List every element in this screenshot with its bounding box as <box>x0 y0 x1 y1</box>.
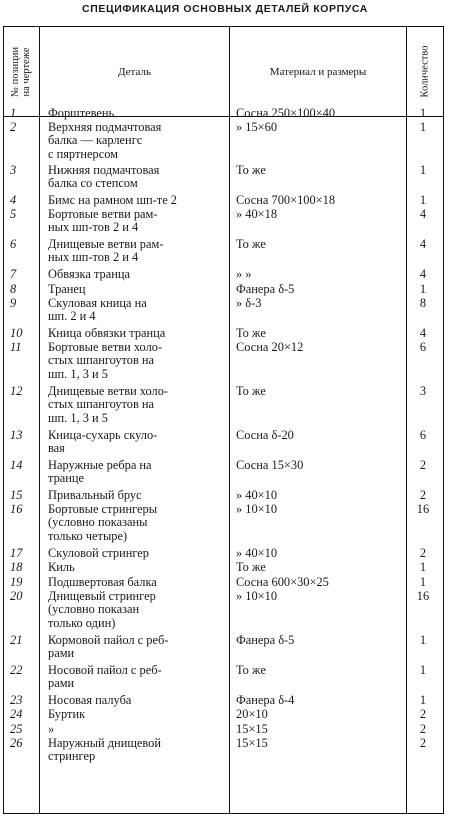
quantity: 4 <box>419 326 427 340</box>
part-name-line: Наружные ребра на <box>48 458 152 472</box>
part-name <box>48 547 226 560</box>
part-name-line: Подшвертовая балка <box>48 575 157 589</box>
part-name-line: Транец <box>48 282 86 296</box>
quantity: 1 <box>419 560 427 574</box>
material-size: » » <box>236 267 252 281</box>
quantity: 2 <box>419 458 427 472</box>
position-number: 2 <box>10 120 17 134</box>
material-size: Фанера δ-5 <box>236 633 295 647</box>
quantity: 16 <box>416 502 430 516</box>
material-size: » 10×10 <box>236 502 278 516</box>
quantity: 2 <box>419 722 427 736</box>
position-number: 1 <box>10 106 17 120</box>
part-name-line: только четыре) <box>48 528 128 543</box>
column-divider <box>406 27 407 813</box>
quantity: 4 <box>419 207 427 221</box>
material-size: Сосна 700×100×18 <box>236 193 336 207</box>
part-name-line: шп. 2 и 4 <box>48 309 96 324</box>
part-name-line: Буртик <box>48 707 86 721</box>
part-name <box>48 429 226 456</box>
position-number: 15 <box>10 488 23 502</box>
part-name <box>48 341 226 381</box>
position-number: 23 <box>10 693 23 707</box>
part-name-line: шп. 1, 3 и 5 <box>48 410 108 425</box>
part-name-line: с пяртнерсом <box>48 146 118 161</box>
material-size: Фанера δ-5 <box>236 282 295 296</box>
part-name <box>48 164 226 191</box>
position-number: 10 <box>10 326 23 340</box>
position-number: 26 <box>10 736 23 750</box>
quantity: 2 <box>419 707 427 721</box>
quantity: 2 <box>419 546 427 560</box>
material-size: Сосна 250×100×40 <box>236 106 336 120</box>
quantity: 4 <box>419 267 427 281</box>
position-number: 5 <box>10 207 17 221</box>
material-size: 15×15 <box>236 722 268 736</box>
header-position-number <box>4 27 39 116</box>
material-size: То же <box>236 326 266 340</box>
part-name-line: Бимс на рамном шп-те 2 <box>48 193 177 207</box>
part-name-line: Скуловая кница на <box>48 296 147 310</box>
part-name-line: балка со степсом <box>48 176 138 191</box>
quantity: 1 <box>419 193 427 207</box>
part-name-line: стрингер <box>48 749 96 764</box>
quantity: 6 <box>419 428 427 442</box>
material-size: Сосна δ-20 <box>236 428 294 442</box>
part-name-line: ных шп-тов 2 и 4 <box>48 220 139 235</box>
part-name-line: Кормовой пайол с реб- <box>48 633 169 647</box>
part-name <box>48 121 226 161</box>
position-number: 22 <box>10 663 23 677</box>
part-name-line: » <box>48 722 55 736</box>
position-number: 24 <box>10 707 23 721</box>
material-size: » δ-3 <box>236 296 262 310</box>
material-size: То же <box>236 663 266 677</box>
quantity: 1 <box>419 663 427 677</box>
part-name-line: балка — карленгс <box>48 133 143 148</box>
material-size: Сосна 15×30 <box>236 458 304 472</box>
position-number: 17 <box>10 546 23 560</box>
quantity: 1 <box>419 693 427 707</box>
part-name-line: Скуловой стрингер <box>48 546 149 560</box>
position-number: 13 <box>10 428 23 442</box>
quantity: 16 <box>416 589 430 603</box>
part-name-line: шп. 1, 3 и 5 <box>48 366 108 381</box>
material-size: » 15×60 <box>236 120 278 134</box>
part-name-line: Носовой пайол с реб- <box>48 663 162 677</box>
part-name <box>48 634 226 661</box>
part-name-line: Бортовые ветви холо- <box>48 340 163 354</box>
specification-table <box>3 26 444 814</box>
header-position-line-2: на чертеже <box>21 47 33 96</box>
quantity: 6 <box>419 340 427 354</box>
part-name <box>48 385 226 425</box>
quantity: 4 <box>419 237 427 251</box>
quantity: 2 <box>419 488 427 502</box>
quantity: 8 <box>419 296 427 310</box>
quantity: 1 <box>419 633 427 647</box>
material-size: 20×10 <box>236 707 268 721</box>
quantity: 1 <box>419 106 427 120</box>
material-size: Фанера δ-4 <box>236 693 295 707</box>
quantity: 1 <box>419 282 427 296</box>
position-number: 20 <box>10 589 23 603</box>
part-name-line: Бортовые стрингеры <box>48 502 158 516</box>
part-name <box>48 107 226 120</box>
quantity: 3 <box>419 384 427 398</box>
part-name-line: Нижняя подмачтовая <box>48 163 160 177</box>
part-name-line: транце <box>48 471 85 486</box>
quantity: 2 <box>419 736 427 750</box>
part-name-line: стых шпангоутов на <box>48 353 155 368</box>
material-size: То же <box>236 384 266 398</box>
position-number: 19 <box>10 575 23 589</box>
part-name-line: только один) <box>48 615 116 630</box>
part-name-line: Днищевый стрингер <box>48 589 156 603</box>
position-number: 4 <box>10 193 17 207</box>
quantity: 1 <box>419 120 427 134</box>
part-name-line: Кница-сухарь скуло- <box>48 428 158 442</box>
part-name-line: стых шпангоутов на <box>48 397 155 412</box>
material-size: То же <box>236 163 266 177</box>
part-name-line: Наружный днищевой <box>48 736 161 750</box>
position-number: 21 <box>10 633 23 647</box>
part-name-line: рами <box>48 676 75 691</box>
part-name <box>48 590 226 630</box>
header-material: Материал и размеры <box>269 65 367 78</box>
part-name-line: Обвязка транца <box>48 267 130 281</box>
part-name <box>48 459 226 486</box>
position-number: 25 <box>10 722 23 736</box>
part-name-line: вая <box>48 441 65 456</box>
material-size: То же <box>236 560 266 574</box>
part-name-line: (условно показаны <box>48 515 148 530</box>
quantity: 1 <box>419 575 427 589</box>
material-size: То же <box>236 237 266 251</box>
position-number: 7 <box>10 267 17 281</box>
part-name <box>48 238 226 265</box>
column-divider <box>229 27 230 813</box>
position-number: 12 <box>10 384 23 398</box>
position-number: 3 <box>10 163 17 177</box>
part-name-line: Привальный брус <box>48 488 142 502</box>
part-name <box>48 503 226 543</box>
part-name <box>48 561 226 574</box>
part-name-line: Верхняя подмачтовая <box>48 120 162 134</box>
position-number: 11 <box>10 340 22 354</box>
column-divider <box>39 27 40 813</box>
material-size: » 40×18 <box>236 207 278 221</box>
part-name-line: рами <box>48 646 75 661</box>
part-name <box>48 327 226 340</box>
quantity: 1 <box>419 163 427 177</box>
part-name-line: ных шп-тов 2 и 4 <box>48 250 139 265</box>
part-name <box>48 576 226 589</box>
part-name <box>48 664 226 691</box>
part-name <box>48 268 226 281</box>
part-name <box>48 694 226 707</box>
material-size: Сосна 20×12 <box>236 340 304 354</box>
material-size: » 40×10 <box>236 546 278 560</box>
material-size: » 10×10 <box>236 589 278 603</box>
part-name <box>48 208 226 235</box>
part-name <box>48 489 226 502</box>
part-name <box>48 283 226 296</box>
document-title: СПЕЦИФИКАЦИЯ ОСНОВНЫХ ДЕТАЛЕЙ КОРПУСА <box>82 3 368 15</box>
part-name <box>48 194 226 207</box>
position-number: 6 <box>10 237 17 251</box>
part-name-line: Носовая палуба <box>48 693 132 707</box>
part-name-line: Кница обвязки транца <box>48 326 166 340</box>
part-name <box>48 708 226 721</box>
part-name <box>48 723 226 736</box>
part-name-line: Днищевые ветви холо- <box>48 384 169 398</box>
part-name-line: (условно показан <box>48 602 140 617</box>
header-quantity: Количество <box>419 45 431 98</box>
part-name-line: Форштевень <box>48 106 115 120</box>
position-number: 18 <box>10 560 23 574</box>
position-number: 14 <box>10 458 23 472</box>
material-size: 15×15 <box>236 736 268 750</box>
header-part: Деталь <box>118 65 151 78</box>
part-name <box>48 737 226 764</box>
part-name-line: Днищевые ветви рам- <box>48 237 164 251</box>
position-number: 8 <box>10 282 17 296</box>
position-number: 16 <box>10 502 23 516</box>
material-size: » 40×10 <box>236 488 278 502</box>
header-position-line-1: № позиции <box>10 46 22 97</box>
part-name-line: Бортовые ветви рам- <box>48 207 158 221</box>
part-name <box>48 297 226 324</box>
part-name-line: Киль <box>48 560 75 574</box>
material-size: Сосна 600×30×25 <box>236 575 329 589</box>
position-number: 9 <box>10 296 17 310</box>
